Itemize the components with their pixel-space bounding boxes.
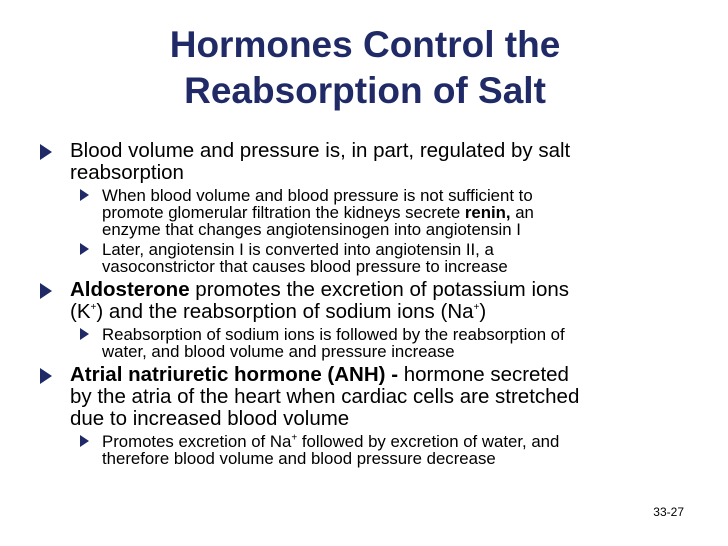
subbullet-text-line: enzyme that changes angiotensinogen into angiotensin I [102, 220, 521, 239]
subbullet-text-line: Later, angiotensin I is converted into angiotensin II, a [102, 240, 494, 259]
bullet-text-line: due to increased blood volume [70, 407, 350, 430]
slide-title-line-1: Hormones Control the [169, 24, 561, 65]
slide-body [40, 140, 700, 467]
subbullet-text-line: vasoconstrictor that causes blood pressure to increase [102, 257, 508, 276]
slide-title-line-2: Reabsorption of Salt [184, 70, 546, 111]
anh-term: Atrial natriuretic hormone (ANH) - [70, 363, 399, 386]
subbullet-text-line: promote glomerular filtration the kidneys secrete renin, an [102, 203, 534, 222]
bullet-text-line: (K+) and the reabsorption of sodium ions (Na+) [70, 300, 487, 323]
bullet-arrow-icon [40, 144, 52, 160]
bullet-text-line: Blood volume and pressure is, in part, regulated by salt [70, 139, 571, 162]
subbullet-arrow-icon [80, 435, 89, 447]
aldosterone-term: Aldosterone [70, 278, 190, 301]
subbullet-arrow-icon [80, 328, 89, 340]
subbullet-text-line: Reabsorption of sodium ions is followed by the reabsorption of [102, 325, 565, 344]
subbullet-text-line: When blood volume and blood pressure is not sufficient to [102, 186, 533, 205]
subbullet-text-line: Promotes excretion of Na+ followed by excretion of water, and [102, 432, 560, 451]
slide-title [110, 22, 620, 114]
subbullet-angiotensin [40, 241, 700, 275]
slide-number: 33-27 [653, 505, 684, 519]
renin-term: renin, [464, 203, 511, 222]
bullet-text-line: Atrial natriuretic hormone (ANH) - hormone secreted [70, 363, 569, 386]
subbullet-sodium-reabsorption [40, 326, 700, 360]
bullet-arrow-icon [40, 283, 52, 299]
bullet-arrow-icon [40, 368, 52, 384]
bullet-text-line: by the atria of the heart when cardiac cells are stretched [70, 385, 580, 408]
bullet-anh [40, 364, 700, 430]
subbullet-text-line: therefore blood volume and blood pressure decrease [102, 449, 496, 468]
bullet-aldosterone [40, 279, 700, 323]
subbullet-arrow-icon [80, 243, 89, 255]
subbullet-arrow-icon [80, 189, 89, 201]
subbullet-renin [40, 187, 700, 238]
subbullet-na-excretion [40, 433, 700, 467]
bullet-text-line: Aldosterone promotes the excretion of potassium ions [70, 278, 570, 301]
subbullet-text-line: water, and blood volume and pressure increase [102, 342, 455, 361]
bullet-blood-volume [40, 140, 700, 184]
bullet-text-line: reabsorption [70, 161, 184, 184]
